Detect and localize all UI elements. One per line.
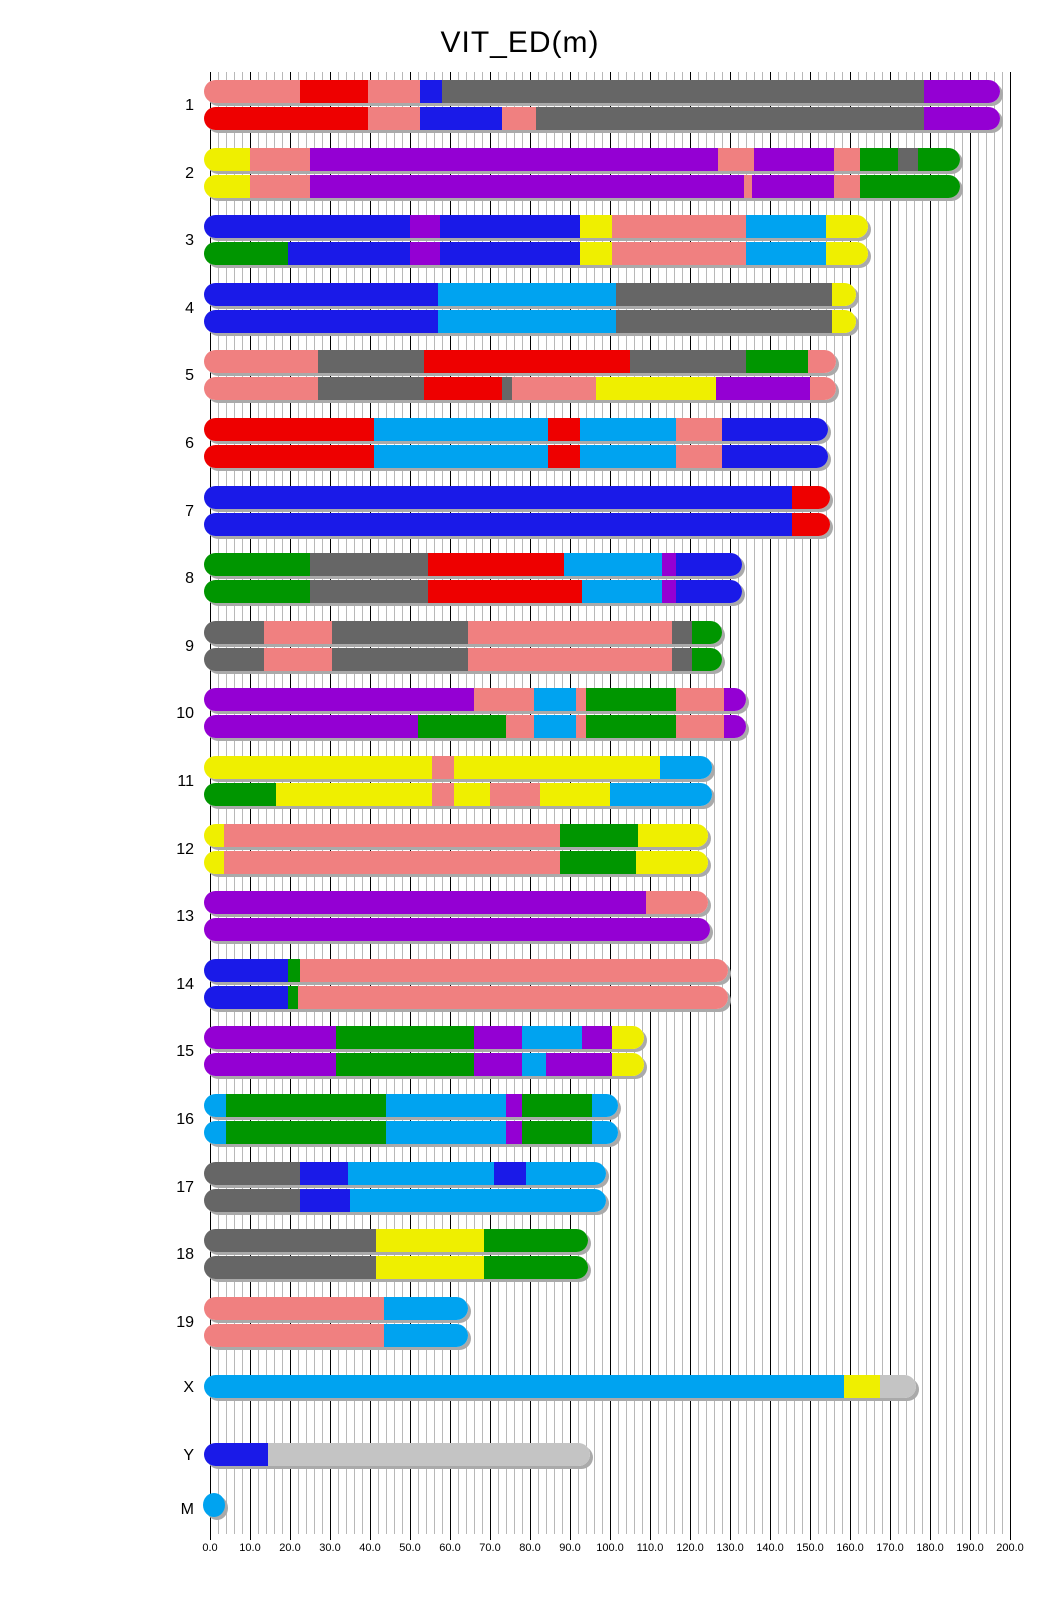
haplotype-segment <box>386 1094 512 1117</box>
haplotype-segment <box>204 715 424 738</box>
haplotype-segment <box>428 553 570 576</box>
chromosome-label: 7 <box>185 502 194 520</box>
haplotype-segment <box>746 215 832 238</box>
haplotype-segment <box>424 377 508 400</box>
haplotype-segment <box>438 283 622 306</box>
axis-tick-label: 180.0 <box>916 1542 944 1554</box>
chromosome-15-bar-1 <box>204 1026 644 1049</box>
minor-gridline <box>882 72 883 1534</box>
haplotype-segment <box>438 310 622 333</box>
chromosome-13-bar-1 <box>204 891 708 914</box>
haplotype-segment <box>440 215 586 238</box>
haplotype-segment <box>484 1229 588 1252</box>
haplotype-segment <box>204 175 256 198</box>
haplotype-segment <box>636 851 708 874</box>
haplotype-segment <box>204 1229 382 1252</box>
haplotype-segment <box>522 1094 598 1117</box>
chromosome-12-bar-1 <box>204 824 708 847</box>
chromosome-14-bar-1 <box>204 959 728 982</box>
haplotype-segment <box>454 756 666 779</box>
haplotype-segment <box>226 1121 392 1144</box>
haplotype-segment <box>204 688 480 711</box>
minor-gridline <box>962 72 963 1534</box>
chromosome-7-bar-1 <box>204 486 830 509</box>
haplotype-segment <box>522 1026 588 1049</box>
axis-tick-label: 30.0 <box>319 1542 341 1554</box>
haplotype-segment <box>564 553 668 576</box>
chromosome-9-bar-2 <box>204 648 722 671</box>
chromosome-label: 4 <box>185 299 194 317</box>
minor-gridline <box>994 72 995 1534</box>
haplotype-segment <box>204 756 438 779</box>
minor-gridline <box>946 72 947 1534</box>
haplotype-segment <box>204 148 256 171</box>
chromosome-label: 8 <box>185 570 194 588</box>
haplotype-segment <box>692 621 722 644</box>
haplotype-segment <box>534 715 582 738</box>
chromosome-label: 17 <box>176 1178 194 1196</box>
haplotype-segment <box>204 350 324 373</box>
haplotype-segment <box>676 418 728 441</box>
chromosome-label: X <box>183 1379 194 1397</box>
haplotype-segment <box>376 1229 490 1252</box>
haplotype-segment <box>384 1324 468 1347</box>
haplotype-segment <box>586 688 682 711</box>
haplotype-segment <box>204 1162 306 1185</box>
chromosome-label: 14 <box>176 975 194 993</box>
major-gridline <box>1010 72 1011 1540</box>
haplotype-segment <box>490 783 546 806</box>
haplotype-segment <box>204 107 374 130</box>
chart-title: VIT_ED(m) <box>440 26 600 59</box>
chromosome-19-bar-1 <box>204 1297 468 1320</box>
minor-gridline <box>938 72 939 1534</box>
haplotype-segment <box>722 418 828 441</box>
haplotype-segment <box>716 377 816 400</box>
axis-tick-label: 130.0 <box>716 1542 744 1554</box>
haplotype-segment <box>204 648 270 671</box>
chromosome-label: M <box>180 1500 194 1518</box>
axis-tick-label: 0.0 <box>202 1542 218 1554</box>
haplotype-segment <box>586 715 682 738</box>
chromosome-label: 12 <box>176 840 194 858</box>
axis-tick-label: 190.0 <box>956 1542 984 1554</box>
minor-gridline <box>986 72 987 1534</box>
haplotype-segment <box>724 688 746 711</box>
chromosome-label: 2 <box>185 164 194 182</box>
chromosome-13-bar-2 <box>204 918 710 941</box>
haplotype-segment <box>580 418 682 441</box>
haplotype-segment <box>526 1162 606 1185</box>
haplotype-segment <box>268 1443 590 1466</box>
haplotype-segment <box>204 553 316 576</box>
haplotype-segment <box>676 445 728 468</box>
haplotype-segment <box>204 215 416 238</box>
chromosome-label: 19 <box>176 1313 194 1331</box>
chromosome-14-bar-2 <box>204 986 728 1009</box>
minor-gridline <box>866 72 867 1534</box>
haplotype-segment <box>300 1189 356 1212</box>
haplotype-segment <box>826 242 868 265</box>
haplotype-segment <box>638 824 708 847</box>
haplotype-segment <box>580 445 682 468</box>
chromosome-15-bar-2 <box>204 1053 644 1076</box>
haplotype-segment <box>610 783 712 806</box>
haplotype-segment <box>204 580 316 603</box>
haplotype-segment <box>754 148 840 171</box>
haplotype-segment <box>924 80 1000 103</box>
haplotype-segment <box>746 242 832 265</box>
haplotype-segment <box>860 175 960 198</box>
axis-tick-label: 50.0 <box>399 1542 421 1554</box>
haplotype-segment <box>204 242 294 265</box>
chromosome-9-bar-1 <box>204 621 722 644</box>
haplotype-segment <box>616 310 838 333</box>
haplotype-segment <box>536 107 930 130</box>
haplotype-segment <box>336 1053 480 1076</box>
chromosome-label: 16 <box>176 1111 194 1128</box>
axis-tick-label: 120.0 <box>676 1542 704 1554</box>
haplotype-segment <box>612 1026 644 1049</box>
haplotype-segment <box>522 1121 598 1144</box>
chromosome-M-dot <box>203 1493 225 1517</box>
haplotype-segment <box>752 175 840 198</box>
haplotype-segment <box>724 715 746 738</box>
minor-gridline <box>978 72 979 1534</box>
haplotype-segment <box>832 310 856 333</box>
haplotype-segment <box>676 688 730 711</box>
chromosome-5-bar-2 <box>204 377 836 400</box>
chromosome-label: 5 <box>185 367 194 385</box>
axis-tick-label: 160.0 <box>836 1542 864 1554</box>
haplotype-segment <box>310 580 434 603</box>
chromosome-1-bar-1 <box>204 80 1000 103</box>
chromosome-label: 18 <box>176 1246 194 1264</box>
chromosome-5-bar-1 <box>204 350 836 373</box>
haplotype-segment <box>300 959 728 982</box>
haplotype-segment <box>204 1026 342 1049</box>
haplotype-segment <box>612 1053 644 1076</box>
haplotype-segment <box>310 175 750 198</box>
haplotype-segment <box>204 1256 382 1279</box>
haplotype-segment <box>676 580 742 603</box>
haplotype-segment <box>596 377 722 400</box>
haplotype-segment <box>204 918 710 941</box>
haplotype-segment <box>250 148 316 171</box>
haplotype-segment <box>376 1256 490 1279</box>
haplotype-segment <box>204 621 270 644</box>
chromosome-12-bar-2 <box>204 851 708 874</box>
axis-tick-label: 70.0 <box>479 1542 501 1554</box>
haplotype-segment <box>612 215 752 238</box>
haplotype-segment <box>676 715 730 738</box>
axis-tick-label: 110.0 <box>636 1542 664 1554</box>
chromosome-label: 3 <box>185 232 194 250</box>
axis-tick-label: 90.0 <box>559 1542 581 1554</box>
chromosome-8-bar-1 <box>204 553 742 576</box>
chromosome-8-bar-2 <box>204 580 742 603</box>
haplotype-segment <box>534 688 582 711</box>
haplotype-segment <box>384 1297 468 1320</box>
minor-gridline <box>898 72 899 1534</box>
major-gridline <box>970 72 971 1540</box>
axis-tick-label: 20.0 <box>279 1542 301 1554</box>
chromosome-X-bar-1 <box>204 1375 916 1398</box>
haplotype-segment <box>832 283 856 306</box>
haplotype-segment <box>474 1026 528 1049</box>
axis-tick-label: 170.0 <box>876 1542 904 1554</box>
haplotype-segment <box>300 80 374 103</box>
haplotype-segment <box>646 891 708 914</box>
haplotype-segment <box>204 1324 390 1347</box>
haplotype-segment <box>226 1094 392 1117</box>
axis-tick-label: 140.0 <box>756 1542 784 1554</box>
chromosome-label: Y <box>183 1447 194 1464</box>
chromosome-label: 6 <box>185 435 194 452</box>
haplotype-segment <box>484 1256 588 1279</box>
axis-tick-label: 100.0 <box>596 1542 624 1554</box>
chromosome-18-bar-2 <box>204 1256 588 1279</box>
haplotype-segment <box>420 107 508 130</box>
chromosome-10-bar-1 <box>204 688 746 711</box>
haplotype-segment <box>792 513 830 536</box>
chromosome-11-bar-2 <box>204 783 712 806</box>
haplotype-segment <box>264 621 338 644</box>
chromosome-17-bar-2 <box>204 1189 606 1212</box>
haplotype-segment <box>204 80 306 103</box>
axis-tick-label: 40.0 <box>359 1542 381 1554</box>
axis-tick-label: 200.0 <box>996 1542 1024 1554</box>
haplotype-segment <box>348 1162 500 1185</box>
haplotype-segment <box>418 715 512 738</box>
chromosome-10-bar-2 <box>204 715 746 738</box>
major-gridline <box>930 72 931 1540</box>
chromosome-label: 10 <box>176 705 194 723</box>
haplotype-segment <box>318 377 430 400</box>
axis-tick-label: 60.0 <box>439 1542 461 1554</box>
haplotype-segment <box>300 1162 354 1185</box>
haplotype-segment <box>546 1053 618 1076</box>
haplotype-segment <box>276 783 438 806</box>
haplotype-segment <box>630 350 752 373</box>
chromosome-label: 13 <box>176 908 194 926</box>
axis-tick-label: 150.0 <box>796 1542 824 1554</box>
haplotype-segment <box>250 175 316 198</box>
haplotype-segment <box>692 648 722 671</box>
haplotype-segment <box>612 242 752 265</box>
haplotype-segment <box>722 445 828 468</box>
chromosome-label: 15 <box>176 1043 194 1061</box>
haplotype-segment <box>368 107 426 130</box>
chromosome-17-bar-1 <box>204 1162 606 1185</box>
chromosome-6-bar-1 <box>204 418 828 441</box>
chromosome-19-bar-2 <box>204 1324 468 1347</box>
haplotype-segment <box>428 580 588 603</box>
haplotype-segment <box>474 1053 528 1076</box>
chromosome-2-bar-2 <box>204 175 960 198</box>
haplotype-segment <box>540 783 616 806</box>
haplotype-segment <box>204 445 380 468</box>
haplotype-segment <box>224 824 566 847</box>
chromosome-label: 11 <box>177 773 194 790</box>
chromosome-Y-bar-1 <box>204 1443 590 1466</box>
haplotype-segment <box>310 553 434 576</box>
chromosome-4-bar-1 <box>204 283 856 306</box>
haplotype-segment <box>924 107 1000 130</box>
haplotype-segment <box>224 851 566 874</box>
chromosome-6-bar-2 <box>204 445 828 468</box>
haplotype-segment <box>318 350 430 373</box>
chromosome-11-bar-1 <box>204 756 712 779</box>
axis-tick-label: 10.0 <box>239 1542 261 1554</box>
chromosome-label: 1 <box>185 97 194 114</box>
haplotype-segment <box>332 621 474 644</box>
haplotype-segment <box>746 350 814 373</box>
haplotype-segment <box>582 580 668 603</box>
haplotype-segment <box>660 756 712 779</box>
haplotype-segment <box>204 283 444 306</box>
chromosome-label: 9 <box>185 637 194 655</box>
haplotype-segment <box>512 377 602 400</box>
haplotype-segment <box>204 986 294 1009</box>
minor-gridline <box>954 72 955 1534</box>
haplotype-segment <box>826 215 868 238</box>
chromosome-3-bar-2 <box>204 242 868 265</box>
haplotype-segment <box>336 1026 480 1049</box>
chromosome-16-bar-2 <box>204 1121 618 1144</box>
haplotype-segment <box>204 1053 342 1076</box>
chromosome-18-bar-1 <box>204 1229 588 1252</box>
minor-gridline <box>922 72 923 1534</box>
haplotype-segment <box>468 621 678 644</box>
minor-gridline <box>858 72 859 1534</box>
haplotype-segment <box>368 80 426 103</box>
haplotype-segment <box>440 242 586 265</box>
haplotype-segment <box>204 1189 306 1212</box>
haplotype-segment <box>676 553 742 576</box>
haplotype-segment <box>616 283 838 306</box>
chromosome-7-bar-2 <box>204 513 830 536</box>
haplotype-segment <box>592 1121 618 1144</box>
haplotype-segment <box>204 486 798 509</box>
axis-tick-label: 80.0 <box>519 1542 541 1554</box>
haplotype-segment <box>264 648 338 671</box>
haplotype-segment <box>350 1189 606 1212</box>
haplotype-segment <box>560 824 644 847</box>
chromosome-16-bar-1 <box>204 1094 618 1117</box>
haplotype-segment <box>204 959 294 982</box>
minor-gridline <box>914 72 915 1534</box>
haplotype-segment <box>204 1443 274 1466</box>
haplotype-segment <box>442 80 930 103</box>
haplotype-segment <box>592 1094 618 1117</box>
haplotype-segment <box>204 377 324 400</box>
haplotype-segment <box>474 688 540 711</box>
haplotype-segment <box>204 513 798 536</box>
haplotype-segment <box>424 350 636 373</box>
minor-gridline <box>1002 72 1003 1534</box>
chromosome-1-bar-2 <box>204 107 1000 130</box>
haplotype-segment <box>204 783 282 806</box>
chromosome-4-bar-2 <box>204 310 856 333</box>
chromosome-2-bar-1 <box>204 148 960 171</box>
haplotype-segment <box>918 148 960 171</box>
haplotype-segment <box>468 648 678 671</box>
haplotype-segment <box>204 310 444 333</box>
haplotype-segment <box>792 486 830 509</box>
haplotype-segment <box>310 148 724 171</box>
haplotype-segment <box>810 377 836 400</box>
haplotype-segment <box>298 986 728 1009</box>
haplotype-segment <box>560 851 642 874</box>
haplotype-segment <box>808 350 836 373</box>
haplotype-segment <box>374 418 554 441</box>
minor-gridline <box>874 72 875 1534</box>
haplotype-segment <box>880 1375 916 1398</box>
haplotype-segment <box>204 1375 850 1398</box>
haplotype-segment <box>288 242 416 265</box>
haplotype-segment <box>386 1121 512 1144</box>
haplotype-segment <box>204 1297 390 1320</box>
haplotype-segment <box>204 891 652 914</box>
haplotype-segment <box>332 648 474 671</box>
haplotype-segment <box>374 445 554 468</box>
major-gridline <box>890 72 891 1540</box>
chromosome-3-bar-1 <box>204 215 868 238</box>
minor-gridline <box>906 72 907 1534</box>
haplotype-segment <box>204 418 380 441</box>
